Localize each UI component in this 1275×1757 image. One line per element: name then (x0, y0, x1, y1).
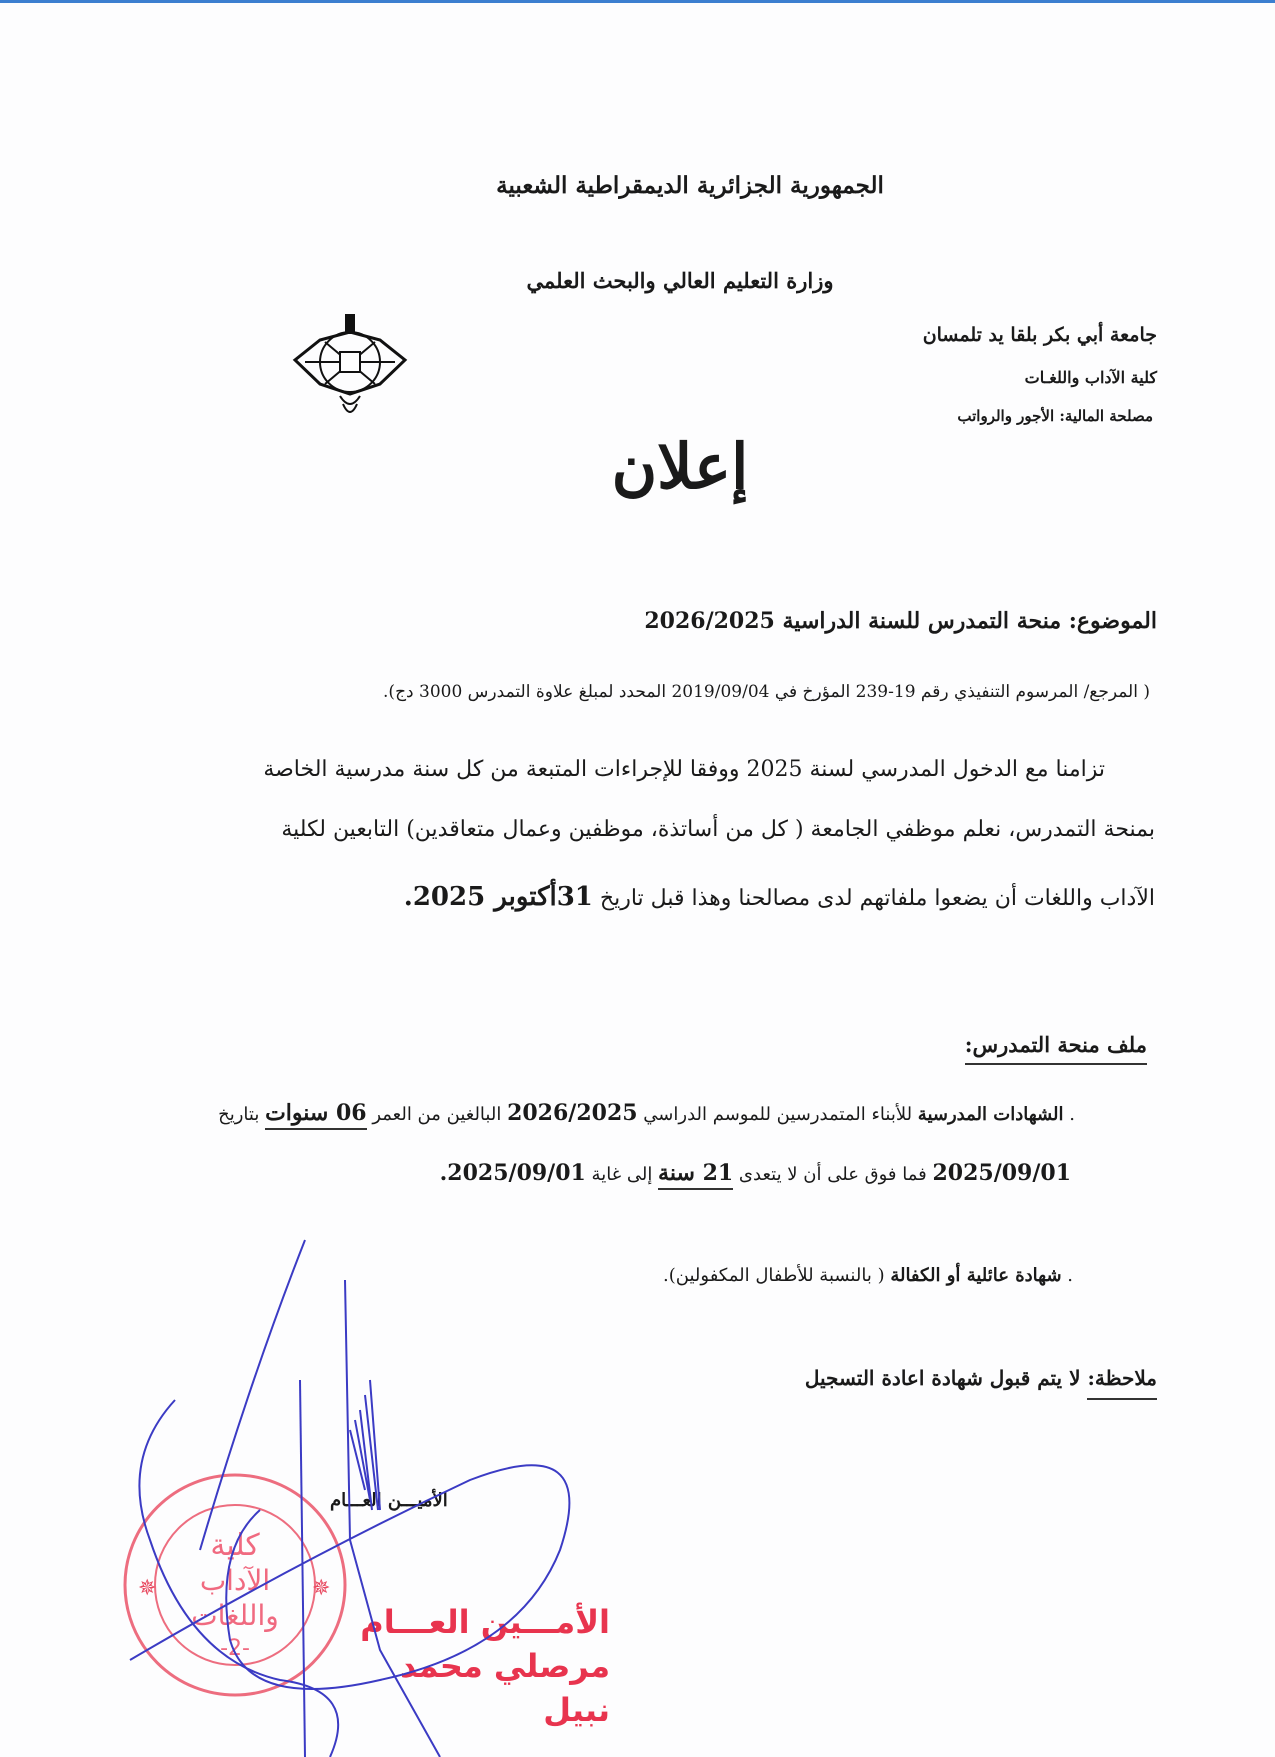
text: بتاريخ (218, 1104, 266, 1125)
family-certificate: شهادة عائلية أو الكفالة (890, 1265, 1062, 1286)
body-line-3-text: الآداب واللغات أن يضعوا ملفاتهم لدى مصالحنا وهذا قبل تاريخ (599, 886, 1155, 911)
republic-header: الجمهورية الجزائرية الديمقراطية الشعبية (496, 172, 884, 199)
stamp-title: الأمـــين العـــام (360, 1603, 610, 1641)
stamp-name: مرصلي محمد نبيل (399, 1647, 610, 1729)
text: للأبناء المتمدرسين للموسم الدراسي (637, 1104, 918, 1125)
svg-text:الآداب: الآداب (199, 1564, 271, 1597)
note-line (805, 1366, 1157, 1390)
minimum-age: 06 سنوات (265, 1100, 367, 1130)
service-name: مصلحة المالية: الأجور والرواتب (957, 407, 1153, 425)
svg-text:واللغات: واللغات (191, 1599, 279, 1632)
svg-text:✵: ✵ (312, 1576, 331, 1601)
school-certificates: الشهادات المدرسية (917, 1104, 1064, 1125)
svg-text:كلية: كلية (210, 1528, 260, 1563)
note-text: لا يتم قبول شهادة اعادة التسجيل (804, 1366, 1081, 1390)
limit-date: 2025/09/01. (439, 1160, 586, 1186)
subject-year: 2026/2025 (644, 608, 775, 634)
reference-line: ( المرجع/ المرسوم التنفيذي رقم 19-239 المؤرخ في 2019/09/04 المحدد لمبلغ علاوة التمدرس 3000 دج). (383, 682, 1150, 702)
subject-label: الموضوع: (1068, 608, 1157, 634)
text: ( بالنسبة للأطفال المكفولين). (663, 1265, 891, 1286)
text: فما فوق على أن لا يتعدى (733, 1164, 933, 1185)
dossier-item-2 (663, 1265, 1073, 1286)
scan-edge (0, 0, 1275, 3)
ministry-header: وزارة التعليم العالي والبحث العلمي (526, 268, 834, 293)
handwritten-signature (0, 1220, 620, 1757)
body-line-2: بمنحة التمدرس، نعلم موظفي الجامعة ( كل من أساتذة، موظفين وعمال متعاقدين) التابعين لكلية (281, 817, 1155, 842)
body-line-1: تزامنا مع الدخول المدرسي لسنة 2025 ووفقا للإجراءات المتبعة من كل سنة مدرسية الخاصة (263, 757, 1105, 782)
svg-text:✵: ✵ (138, 1576, 157, 1601)
text: إلى غاية (585, 1164, 659, 1185)
subject-line (644, 608, 1157, 634)
start-date: 2025/09/01 (932, 1160, 1071, 1186)
deadline-date: 31أكتوبر 2025. (403, 882, 593, 912)
announcement-title: إعلان (611, 430, 749, 503)
university-name: جامعة أبي بكر بلقا يد تلمسان (922, 324, 1157, 346)
bullet: . (1063, 1104, 1075, 1125)
dossier-item-1-line-2 (440, 1160, 1071, 1186)
body-line-3 (404, 882, 1155, 912)
faculty-name: كلية الآداب واللغـات (1024, 368, 1157, 387)
note-label: ملاحظة: (1087, 1366, 1157, 1400)
university-logo (285, 312, 415, 422)
svg-text:-2-: -2- (220, 1636, 250, 1661)
school-year: 2026/2025 (507, 1100, 638, 1126)
dossier-heading: ملف منحة التمدرس: (965, 1032, 1147, 1065)
secretary-general-title: الأميـــن العـــام (330, 1490, 448, 1511)
text: البالغين من العمر (366, 1104, 508, 1125)
bullet: . (1061, 1265, 1073, 1286)
subject-text: منحة التمدرس للسنة الدراسية (782, 608, 1062, 634)
maximum-age: 21 سنة (658, 1160, 733, 1190)
dossier-item-1-line-1 (218, 1100, 1075, 1126)
